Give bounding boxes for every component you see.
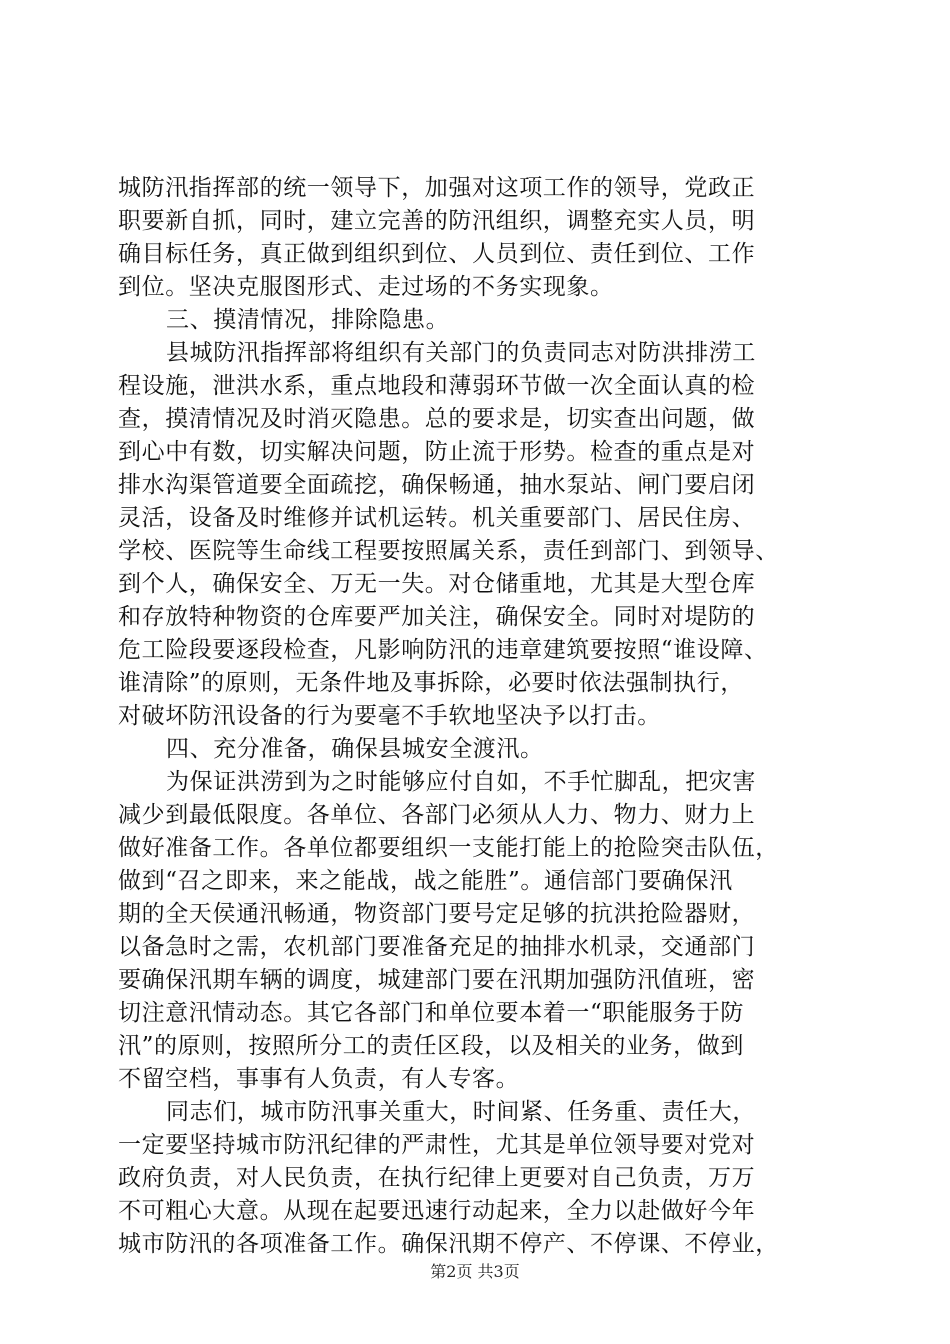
text-line: 三、摸清情况，排除隐患。 — [166, 307, 450, 333]
page-footer: 第2页 共3页 — [430, 1262, 520, 1281]
text-line: 查，摸清情况及时消灭隐患。总的要求是，切实查出问题，做 — [118, 406, 756, 432]
text-line: 到心中有数，切实解决问题，防止流于形势。检查的重点是对 — [118, 439, 756, 465]
text-line: 到个人，确保安全、万无一失。对仓储重地，尤其是大型仓库 — [118, 571, 756, 597]
text-line: 同志们，城市防汛事关重大，时间紧、任务重、责任大， — [166, 1099, 756, 1125]
text-line: 不留空档，事事有人负责，有人专客。 — [118, 1066, 520, 1092]
text-line: 做好准备工作。各单位都要组织一支能打能上的抢险突击队伍， — [118, 835, 779, 861]
text-line: 职要新自抓，同时，建立完善的防汛组织，调整充实人员，明 — [118, 208, 756, 234]
text-line: 学校、医院等生命线工程要按照属关系，责任到部门、到领导、 — [118, 538, 779, 564]
text-line: 四、充分准备，确保县城安全渡汛。 — [166, 736, 544, 762]
text-line: 城防汛指挥部的统一领导下，加强对这项工作的领导，党政正 — [118, 175, 756, 201]
text-line: 危工险段要逐段检查，凡影响防汛的违章建筑要按照“谁设障、 — [118, 637, 768, 663]
text-line: 汛”的原则，按照所分工的责任区段，以及相关的业务，做到 — [118, 1033, 744, 1059]
text-line: 不可粗心大意。从现在起要迅速行动起来，全力以赴做好今年 — [118, 1198, 756, 1224]
text-line: 到位。坚决克服图形式、走过场的不务实现象。 — [118, 274, 614, 300]
text-line: 排水沟渠管道要全面疏挖，确保畅通，抽水泵站、闸门要启闭 — [118, 472, 756, 498]
text-line: 确目标任务，真正做到组织到位、人员到位、责任到位、工作 — [118, 241, 756, 267]
text-line: 政府负责，对人民负责，在执行纪律上更要对自己负责，万万 — [118, 1165, 756, 1191]
text-line: 谁清除”的原则，无条件地及事拆除，必要时依法强制执行， — [118, 670, 744, 696]
text-line: 做到“召之即来，来之能战，战之能胜”。通信部门要确保汛 — [118, 868, 733, 894]
text-line: 和存放特种物资的仓库要严加关注，确保安全。同时对堤防的 — [118, 604, 756, 630]
text-line: 减少到最低限度。各单位、各部门必须从人力、物力、财力上 — [118, 802, 756, 828]
text-line: 灵活，设备及时维修并试机运转。机关重要部门、居民住房、 — [118, 505, 756, 531]
text-line: 县城防汛指挥部将组织有关部门的负责同志对防洪排涝工 — [166, 340, 756, 366]
text-line: 以备急时之需，农机部门要准备充足的抽排水机录，交通部门 — [118, 934, 756, 960]
text-line: 切注意汛情动态。其它各部门和单位要本着一“职能服务于防 — [118, 1000, 744, 1026]
text-line: 为保证洪涝到为之时能够应付自如，不手忙脚乱，把灾害 — [166, 769, 756, 795]
text-line: 对破坏防汛设备的行为要毫不手软地坚决予以打击。 — [118, 703, 661, 729]
text-line: 一定要坚持城市防汛纪律的严肃性，尤其是单位领导要对党对 — [118, 1132, 756, 1158]
text-line: 要确保汛期车辆的调度，城建部门要在汛期加强防汛值班，密 — [118, 967, 756, 993]
text-line: 城市防汛的各项准备工作。确保汛期不停产、不停课、不停业， — [118, 1231, 779, 1257]
document-body — [118, 172, 838, 1261]
text-line: 期的全天侯通汛畅通，物资部门要号定足够的抗洪抢险器财， — [118, 901, 756, 927]
text-line: 程设施，泄洪水系，重点地段和薄弱环节做一次全面认真的检 — [118, 373, 756, 399]
